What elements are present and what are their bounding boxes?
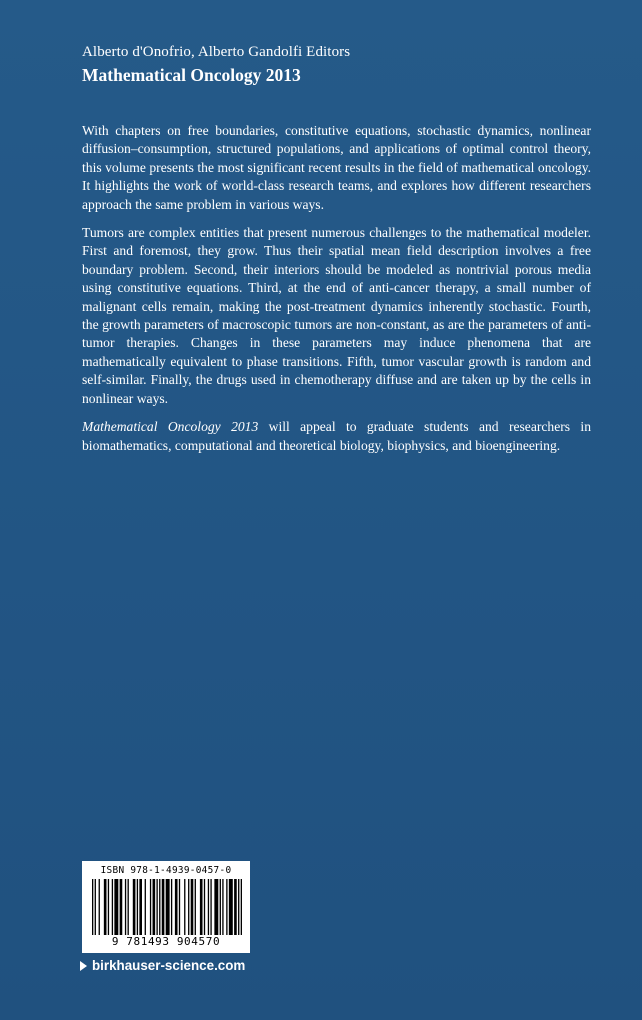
barcode-bar (112, 879, 113, 935)
editors-line: Alberto d'Onofrio, Alberto Gandolfi Editors (82, 44, 351, 60)
barcode-bar (229, 879, 233, 935)
barcode-bar (92, 879, 93, 935)
book-title: Mathematical Oncology 2013 (82, 65, 301, 85)
barcode-bar (184, 879, 185, 935)
barcode-digits: 9 781493 904570 (111, 935, 221, 948)
blurb-paragraph-1: With chapters on free boundaries, constitutive equations, stochastic dynamics, nonlinear diffusion–consumption, structured populations, and applications of optimal control theory, this volume presents the most significant recent results in the field of mathematical oncology. It highlights the work of world-class research teams, and explores how different researchers approach the same problem in various ways. (82, 123, 591, 212)
barcode-bar (150, 879, 151, 935)
barcode-bar (188, 879, 189, 935)
publisher-website[interactable]: birkhauser-science.com (92, 958, 246, 973)
barcode-bar (214, 879, 218, 935)
publisher-link[interactable] (80, 958, 245, 973)
barcode-bar (226, 879, 227, 935)
barcode-bar (195, 879, 196, 935)
barcode-bar (139, 879, 142, 935)
isbn-label: ISBN 978-1-4939-0457-0 (100, 865, 232, 876)
barcode-bar (241, 879, 242, 935)
blurb-paragraph-3-rest: will appeal to graduate students and researchers in biomathematics, computational and theoretical biology, biophysics, and bioengineering. (82, 419, 591, 453)
barcode-bar (191, 879, 194, 935)
barcode-bar (114, 879, 118, 935)
barcode-bar (156, 879, 157, 935)
barcode-box (82, 861, 250, 953)
barcode-bar (166, 879, 170, 935)
barcode-bar (238, 879, 239, 935)
blurb-paragraph-2: Tumors are complex entities that present numerous challenges to the mathematical modeler. First and foremost, they grow. Thus their spatial mean field description involves a free boundary problem. Second, their interiors should be modeled as nontrivial porous media using constitutive equations. Third, at the end of anti-cancer therapy, a small number of malignant cells remain, making the post-treatment dynamics inherently stochastic. Fourth, the growth parameters of macroscopic tumors are non-constant, as are the parameters of anti-tumor therapies. Changes in these parameters may induce phenomena that are mathematically equivalent to phase transitions. Fifth, tumor vascular growth is random and self-similar. Finally, the drugs used in chemotherapy diffuse and are taken up by the cells in nonlinear ways. (82, 225, 591, 406)
barcode-bar (104, 879, 107, 935)
barcode-bar (200, 879, 203, 935)
barcode-bar (222, 879, 223, 935)
barcode-bar (99, 879, 100, 935)
barcode-bar (162, 879, 165, 935)
barcode-bar (175, 879, 178, 935)
barcode-bar (133, 879, 136, 935)
barcode-bar (234, 879, 237, 935)
barcode-bar (171, 879, 172, 935)
barcode-bar (220, 879, 221, 935)
barcode-bar (208, 879, 209, 935)
barcode-bar (153, 879, 156, 935)
arrow-right-icon (80, 961, 87, 971)
blurb-paragraph-3 (82, 418, 591, 455)
barcode-bar (108, 879, 109, 935)
barcode-bar (95, 879, 96, 935)
barcode-bar (137, 879, 138, 935)
barcode-bar (128, 879, 129, 935)
barcode-bar (179, 879, 180, 935)
blurb-text (82, 122, 591, 465)
barcode-bar (210, 879, 211, 935)
barcode-bar (120, 879, 123, 935)
barcode-bar (159, 879, 160, 935)
barcode-bar (204, 879, 205, 935)
blurb-title-italic: Mathematical Oncology 2013 (82, 419, 259, 435)
barcode-bar (125, 879, 126, 935)
barcode-bars (92, 879, 242, 939)
barcode-bar (145, 879, 146, 935)
